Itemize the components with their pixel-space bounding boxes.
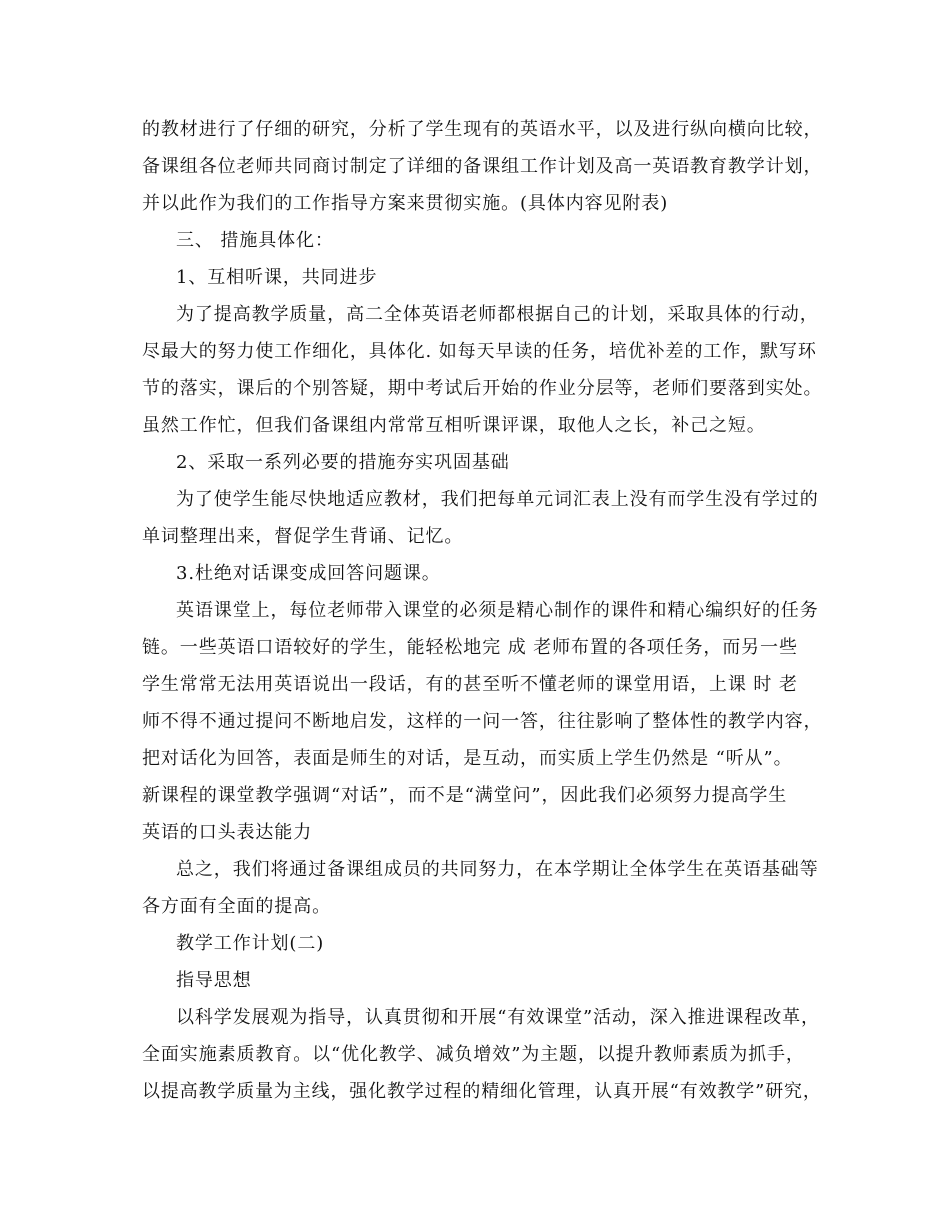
text-line: 为了提高教学质量，高二全体英语老师都根据自己的计划，采取具体的行动， [176, 304, 819, 325]
text-line: 新课程的课堂教学强调“对话”，而不是“满堂问”，因此我们必须努力提高学生 [142, 785, 788, 806]
text-line: 学生常常无法用英语说出一段话，有的甚至听不懂老师的课堂用语，上课 时 老 [142, 674, 798, 695]
subsection-heading: 2、采取一系列必要的措施夯实巩固基础 [176, 452, 510, 473]
subsection-heading: 3.杜绝对话课变成回答问题课。 [176, 563, 441, 584]
text-line: 各方面有全面的提高。 [142, 896, 331, 917]
text-line: 全面实施素质教育。以“优化教学、减负增效”为主题，以提升教师素质为抓手， [142, 1044, 805, 1065]
text-line: 为了使学生能尽快地适应教材，我们把每单元词汇表上没有而学生没有学过的 [176, 489, 819, 510]
text-line: 并以此作为我们的工作指导方案来贯彻实施。(具体内容见附表) [142, 193, 669, 214]
text-line: 英语课堂上，每位老师带入课堂的必须是精心制作的课件和精心编织好的任务 [176, 600, 819, 621]
text-line: 把对话化为回答，表面是师生的对话，是互动，而实质上学生仍然是 “听从”。 [142, 748, 793, 769]
section-title: 教学工作计划(二) [176, 933, 325, 954]
text-line: 英语的口头表达能力 [142, 822, 313, 843]
text-line: 以科学发展观为指导，认真贯彻和开展“有效课堂”活动，深入推进课程改革， [176, 1007, 820, 1028]
text-line: 链。一些英语口语较好的学生，能轻松地完 成 老师布置的各项任务，而另一些 [142, 637, 798, 658]
text-line: 总之，我们将通过备课组成员的共同努力，在本学期让全体学生在英语基础等 [176, 859, 819, 880]
text-line: 虽然工作忙，但我们备课组内常常互相听课评课，取他人之长，补己之短。 [142, 415, 766, 436]
section-heading: 指导思想 [176, 970, 252, 991]
text-line: 节的落实，课后的个别答疑，期中考试后开始的作业分层等，老师们要落到实处。 [142, 378, 823, 399]
text-line: 尽最大的努力使工作细化，具体化. 如每天早读的任务，培优补差的工作，默写环 [142, 341, 817, 362]
text-line: 单词整理出来，督促学生背诵、记忆。 [142, 526, 464, 547]
text-line: 师不得不通过提问不断地启发，这样的一问一答，往往影响了整体性的教学内容， [142, 711, 823, 732]
text-line: 备课组各位老师共同商讨制定了详细的备课组工作计划及高一英语教育教学计划， [142, 156, 823, 177]
text-line: 以提高教学质量为主线，强化教学过程的精细化管理，认真开展“有效教学”研究， [142, 1081, 822, 1102]
section-heading: 三、 措施具体化： [176, 230, 334, 251]
subsection-heading: 1、互相听课，共同进步 [176, 267, 378, 288]
text-line: 的教材进行了仔细的研究，分析了学生现有的英语水平，以及进行纵向横向比较， [142, 119, 823, 140]
